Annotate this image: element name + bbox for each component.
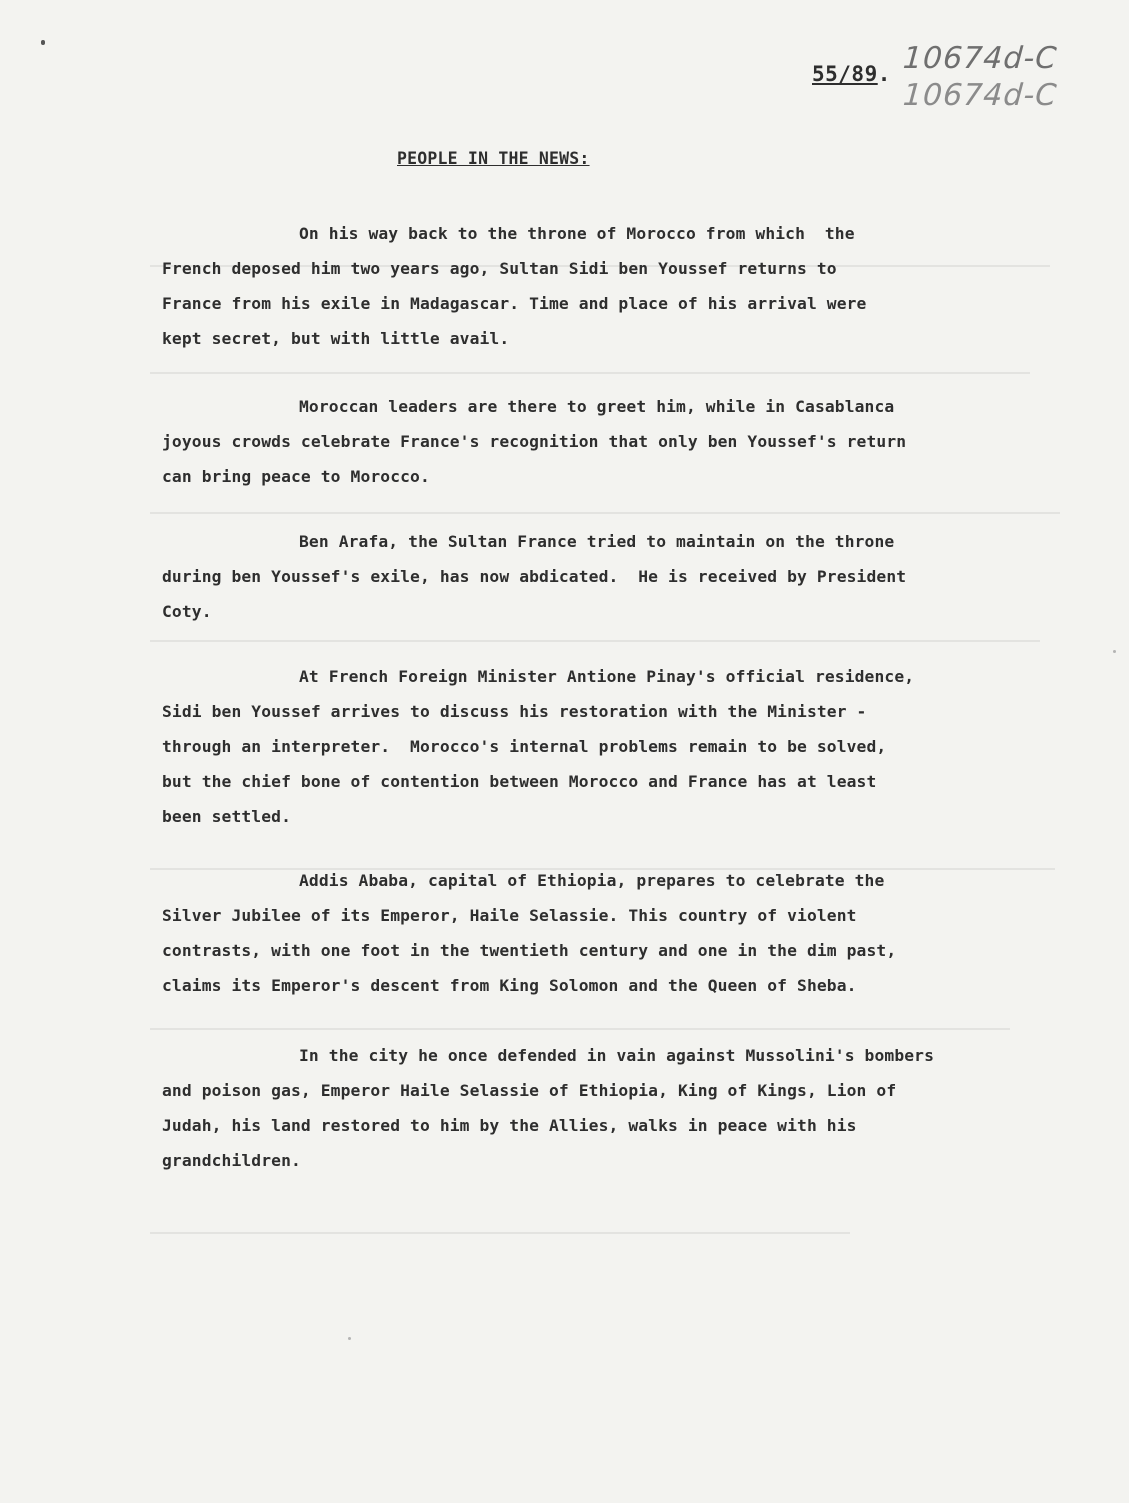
bleed-through-line <box>150 372 1030 374</box>
ink-speck <box>1113 650 1116 653</box>
paragraph <box>162 216 1102 356</box>
text-line: contrasts, with one foot in the twentieth century and one in the dim past, <box>162 941 897 960</box>
text-line: Addis Ababa, capital of Ethiopia, prepares to celebrate the <box>299 871 885 890</box>
paragraph <box>162 389 1102 494</box>
text-line: through an interpreter. Morocco's internal problems remain to be solved, <box>162 737 887 756</box>
text-line: On his way back to the throne of Morocco from which the <box>299 224 855 243</box>
bleed-through-line <box>150 1028 1010 1030</box>
paragraph <box>162 1038 1102 1178</box>
ink-speck <box>348 1337 351 1340</box>
text-line: France from his exile in Madagascar. Time and place of his arrival were <box>162 294 867 313</box>
text-line: French deposed him two years ago, Sultan Sidi ben Youssef returns to <box>162 259 837 278</box>
handwritten-note: 10674d-C <box>901 78 1059 113</box>
paragraph <box>162 863 1102 1003</box>
text-line: Silver Jubilee of its Emperor, Haile Selassie. This country of violent <box>162 906 857 925</box>
reference-number-suffix: . <box>877 62 891 86</box>
text-line: Moroccan leaders are there to greet him, while in Casablanca <box>299 397 895 416</box>
text-line: At French Foreign Minister Antione Pinay's official residence, <box>299 667 915 686</box>
bleed-through-line <box>150 1232 850 1234</box>
text-line: kept secret, but with little avail. <box>162 329 510 348</box>
document-heading: PEOPLE IN THE NEWS: <box>397 149 590 168</box>
reference-number <box>812 62 891 86</box>
paragraph <box>162 524 1102 629</box>
bleed-through-line <box>150 512 1060 514</box>
paragraph <box>162 659 1102 834</box>
text-line: Sidi ben Youssef arrives to discuss his restoration with the Minister - <box>162 702 867 721</box>
text-line: but the chief bone of contention between Morocco and France has at least <box>162 772 877 791</box>
text-line: during ben Youssef's exile, has now abdicated. He is received by President <box>162 567 907 586</box>
ink-speck <box>41 40 45 45</box>
text-line: Ben Arafa, the Sultan France tried to maintain on the throne <box>299 532 895 551</box>
text-line: Coty. <box>162 602 212 621</box>
text-line: and poison gas, Emperor Haile Selassie of Ethiopia, King of Kings, Lion of <box>162 1081 897 1100</box>
text-line: can bring peace to Morocco. <box>162 467 430 486</box>
text-line: been settled. <box>162 807 291 826</box>
text-line: joyous crowds celebrate France's recognition that only ben Youssef's return <box>162 432 907 451</box>
handwritten-note: 10674d-C <box>901 41 1059 76</box>
text-line: In the city he once defended in vain against Mussolini's bombers <box>299 1046 935 1065</box>
reference-number-value: 55/89 <box>812 62 878 86</box>
text-line: Judah, his land restored to him by the Allies, walks in peace with his <box>162 1116 857 1135</box>
text-line: grandchildren. <box>162 1151 301 1170</box>
bleed-through-line <box>150 640 1040 642</box>
text-line: claims its Emperor's descent from King Solomon and the Queen of Sheba. <box>162 976 857 995</box>
